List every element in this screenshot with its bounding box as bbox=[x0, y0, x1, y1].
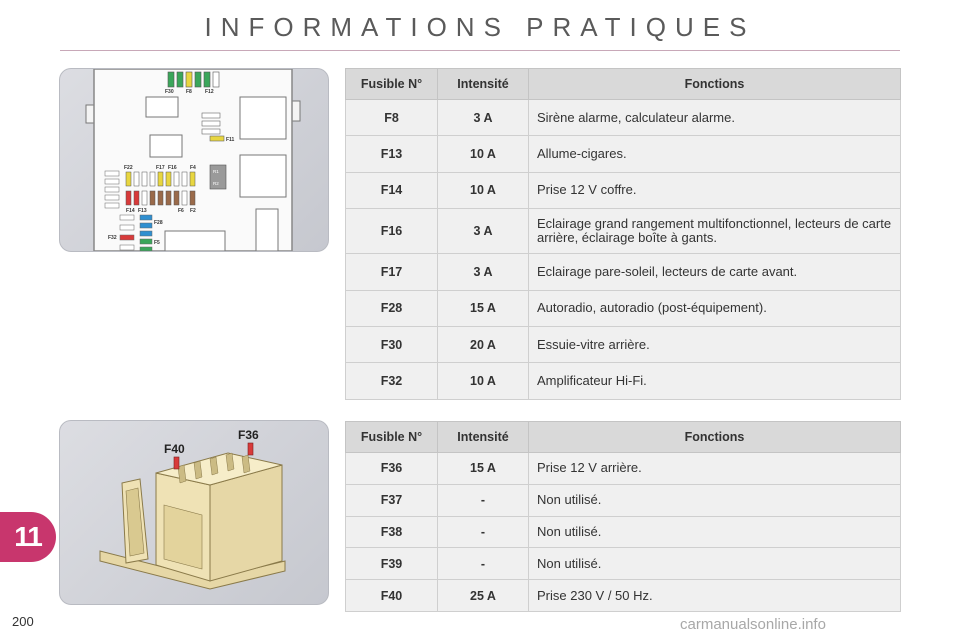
page-number: 200 bbox=[12, 614, 34, 629]
fuse-number-cell: F30 bbox=[346, 326, 438, 362]
fuse-f28 bbox=[140, 215, 152, 220]
fuse-f30 bbox=[168, 72, 174, 87]
function-cell: Eclairage grand rangement multifonctionnel, lecteurs de carte arrière, éclairage boîte à gants. bbox=[529, 209, 901, 254]
fuse-f14 bbox=[126, 191, 131, 205]
fuse-number-cell: F40 bbox=[346, 580, 438, 612]
table-row bbox=[346, 326, 901, 362]
label-f8: F8 bbox=[186, 89, 192, 95]
fuse-number-cell: F14 bbox=[346, 172, 438, 208]
fuse-f40-marker bbox=[174, 457, 179, 469]
intensity-cell: 25 A bbox=[438, 580, 529, 612]
connector-box-illustration bbox=[60, 421, 328, 604]
fuse-f4 bbox=[190, 172, 195, 186]
label-f32: F32 bbox=[108, 235, 117, 241]
fuse-number-cell: F39 bbox=[346, 548, 438, 580]
label-f2: F2 bbox=[190, 208, 196, 214]
table-row bbox=[346, 548, 901, 580]
intensity-cell: 3 A bbox=[438, 209, 529, 254]
table-row bbox=[346, 136, 901, 172]
table-row bbox=[346, 363, 901, 399]
label-r2: R2 bbox=[213, 181, 219, 186]
intensity-cell: 20 A bbox=[438, 326, 529, 362]
fuse-f6 bbox=[182, 191, 187, 205]
fuse-number-cell: F16 bbox=[346, 209, 438, 254]
label-f6: F6 bbox=[178, 208, 184, 214]
table-header-row bbox=[346, 422, 901, 453]
fuse-number-cell: F17 bbox=[346, 254, 438, 290]
fuse-f8 bbox=[186, 72, 192, 87]
fuse-number-cell: F8 bbox=[346, 100, 438, 136]
watermark: carmanualsonline.info bbox=[680, 616, 826, 633]
fuse-f2 bbox=[190, 191, 195, 205]
label-f28: F28 bbox=[154, 220, 163, 226]
table-row bbox=[346, 453, 901, 485]
table-header-row bbox=[346, 69, 901, 100]
header-functions: Fonctions bbox=[529, 422, 901, 453]
fuse-number-cell: F32 bbox=[346, 363, 438, 399]
fuse-box-illustration bbox=[60, 69, 328, 251]
intensity-cell: 3 A bbox=[438, 254, 529, 290]
intensity-cell: 10 A bbox=[438, 363, 529, 399]
header-intensity: Intensité bbox=[438, 69, 529, 100]
intensity-cell: 3 A bbox=[438, 100, 529, 136]
function-cell: Autoradio, autoradio (post-équipement). bbox=[529, 290, 901, 326]
label-f36: F36 bbox=[238, 428, 259, 442]
label-f16: F16 bbox=[168, 165, 177, 171]
fuse-table-boot bbox=[345, 421, 901, 612]
chapter-tab: 11 bbox=[0, 512, 56, 562]
header-functions: Fonctions bbox=[529, 69, 901, 100]
label-f17: F17 bbox=[156, 165, 165, 171]
table-row bbox=[346, 484, 901, 516]
table-row bbox=[346, 516, 901, 548]
function-cell: Sirène alarme, calculateur alarme. bbox=[529, 100, 901, 136]
intensity-cell: - bbox=[438, 484, 529, 516]
fuse-f11 bbox=[210, 136, 224, 141]
function-cell: Prise 12 V coffre. bbox=[529, 172, 901, 208]
fuse-top-4 bbox=[195, 72, 201, 87]
function-cell: Allume-cigares. bbox=[529, 136, 901, 172]
intensity-cell: - bbox=[438, 548, 529, 580]
label-f4: F4 bbox=[190, 165, 196, 171]
intensity-cell: 15 A bbox=[438, 453, 529, 485]
label-f12: F12 bbox=[205, 89, 214, 95]
fuse-number-cell: F13 bbox=[346, 136, 438, 172]
function-cell: Essuie-vitre arrière. bbox=[529, 326, 901, 362]
fuse-table-dashboard bbox=[345, 68, 901, 400]
fuse-top-6 bbox=[213, 72, 219, 87]
label-f30: F30 bbox=[165, 89, 174, 95]
fuse-f12 bbox=[204, 72, 210, 87]
fuse-box-diagram bbox=[59, 68, 329, 252]
fuse-f32 bbox=[120, 235, 134, 240]
label-f40: F40 bbox=[164, 442, 185, 456]
fuse-f5 bbox=[140, 239, 152, 244]
function-cell: Non utilisé. bbox=[529, 548, 901, 580]
table-row bbox=[346, 580, 901, 612]
function-cell: Amplificateur Hi-Fi. bbox=[529, 363, 901, 399]
intensity-cell: - bbox=[438, 516, 529, 548]
fuse-top-2 bbox=[177, 72, 183, 87]
fuse-number-cell: F36 bbox=[346, 453, 438, 485]
label-f11: F11 bbox=[226, 137, 235, 143]
label-f5: F5 bbox=[154, 240, 160, 246]
fuse-f16 bbox=[166, 172, 171, 186]
header-fuse-number: Fusible N° bbox=[346, 69, 438, 100]
table-row bbox=[346, 209, 901, 254]
function-cell: Prise 230 V / 50 Hz. bbox=[529, 580, 901, 612]
table-row bbox=[346, 290, 901, 326]
fuse-number-cell: F28 bbox=[346, 290, 438, 326]
title-divider bbox=[60, 50, 900, 51]
fuse-number-cell: F37 bbox=[346, 484, 438, 516]
label-f13: F13 bbox=[138, 208, 147, 214]
intensity-cell: 10 A bbox=[438, 136, 529, 172]
function-cell: Eclairage pare-soleil, lecteurs de carte avant. bbox=[529, 254, 901, 290]
function-cell: Non utilisé. bbox=[529, 516, 901, 548]
function-cell: Non utilisé. bbox=[529, 484, 901, 516]
header-intensity: Intensité bbox=[438, 422, 529, 453]
table-row bbox=[346, 254, 901, 290]
fuse-number-cell: F38 bbox=[346, 516, 438, 548]
connector-box-diagram bbox=[59, 420, 329, 605]
fuse-f13 bbox=[134, 191, 139, 205]
intensity-cell: 15 A bbox=[438, 290, 529, 326]
label-f14: F14 bbox=[126, 208, 135, 214]
header-fuse-number: Fusible N° bbox=[346, 422, 438, 453]
fuse-f17 bbox=[158, 172, 163, 186]
fuse-f36-marker bbox=[248, 443, 253, 455]
label-f22: F22 bbox=[124, 165, 133, 171]
intensity-cell: 10 A bbox=[438, 172, 529, 208]
table-row bbox=[346, 100, 901, 136]
label-r1: R1 bbox=[213, 169, 219, 174]
function-cell: Prise 12 V arrière. bbox=[529, 453, 901, 485]
table-row bbox=[346, 172, 901, 208]
page-title: INFORMATIONS PRATIQUES bbox=[204, 12, 756, 42]
